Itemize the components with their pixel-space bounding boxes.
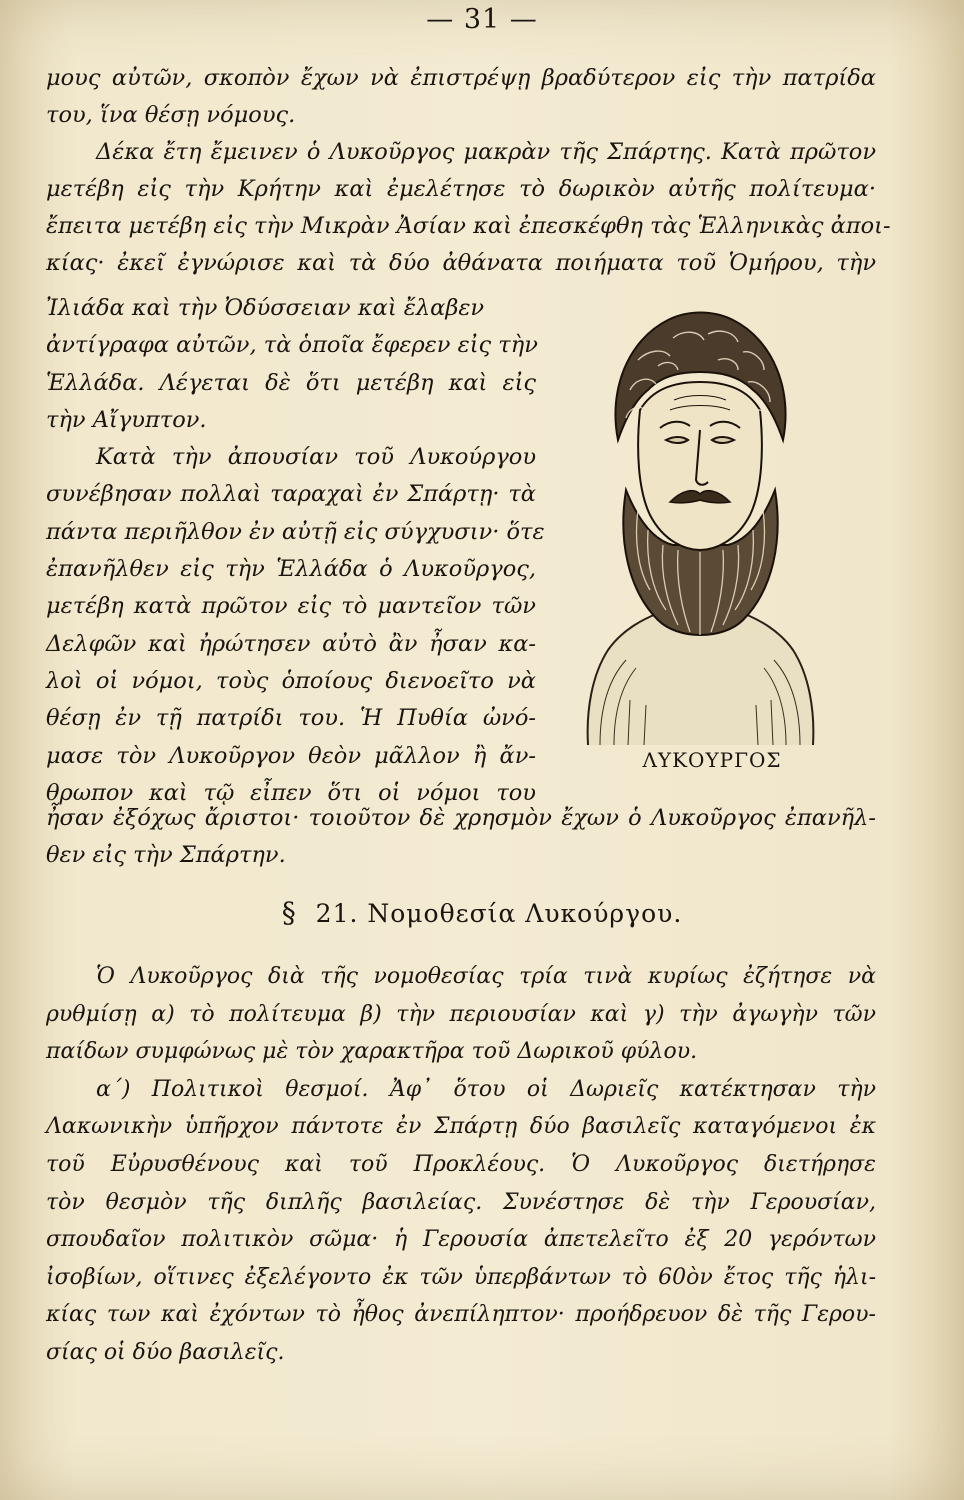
text-line: ρυθμίσῃ α) τὸ πολίτευμα β) τὴν περιουσίαν καὶ γ) τὴν ἀγωγὴν τῶν (46, 1001, 876, 1027)
text-line: Ὁ Λυκοῦργος διὰ τῆς νομοθεσίας τρία τινὰ κυρίως ἐζήτησε νὰ (96, 964, 876, 989)
section-body (46, 958, 876, 1372)
text-line: κίας των καὶ ἐχόντων τὸ ἦθος ἀνεπίληπτον· προήδρευον δὲ τῆς Γερου- (46, 1302, 876, 1328)
section-heading (0, 896, 964, 929)
text-line: πάντα περιῆλθον ἐν αὐτῇ εἰς σύγχυσιν· ὅτε (46, 518, 545, 545)
lycurgus-bust-illustration (578, 290, 823, 745)
text-line: Δελφῶν καὶ ἠρώτησεν αὐτὸ ἂν ἦσαν κα- (46, 630, 536, 657)
text-line: ἰσοβίων, οἵτινες ἐξελέγοντο ἐκ τῶν ὑπερβάντων τὸ 60ὸν ἔτος τῆς ἡλι- (46, 1264, 876, 1290)
text-line: μετέβη κατὰ πρῶτον εἰς τὸ μαντεῖον τῶν (46, 593, 536, 620)
bust-caption: ΛΥΚΟΥΡΓΟΣ (642, 748, 782, 772)
text-line: συνέβησαν πολλαὶ ταραχαὶ ἐν Σπάρτῃ· τὰ (46, 481, 536, 508)
text-line: α΄) Πολιτικοὶ θεσμοί. Ἀφ᾽ ὅτου οἱ Δωριεῖς κατέκτησαν τὴν (96, 1076, 876, 1102)
text-line: παίδων συμφώνως μὲ τὸν χαρακτῆρα τοῦ Δωρικοῦ φύλου. (46, 1039, 698, 1065)
text-line: σπουδαῖον πολιτικὸν σῶμα· ἡ Γερουσία ἀπετελεῖτο ἐξ 20 γερόντων (46, 1227, 876, 1253)
section-title: 21. Νομοθεσία Λυκούργου. (315, 899, 683, 928)
text-line: Ἑλλάδα. Λέγεται δὲ ὅτι μετέβη καὶ εἰς (46, 369, 536, 396)
text-line: θρωπον καὶ τῷ εἶπεν ὅτι οἱ νόμοι του (46, 779, 536, 806)
top-paragraphs (46, 60, 891, 282)
section-sign: § (281, 896, 297, 929)
text-line: τὸν θεσμὸν τῆς διπλῆς βασιλείας. Συνέστησε δὲ τὴν Γερουσίαν, (46, 1189, 876, 1215)
text-line: λοὶ οἱ νόμοι, τοὺς ὁποίους διενοεῖτο νὰ (46, 667, 536, 694)
text-line: θέσῃ ἐν τῇ πατρίδι του. Ἡ Πυθία ὠνό- (46, 705, 536, 732)
text-line: τοῦ Εὐρυσθένους καὶ τοῦ Προκλέους. Ὁ Λυκοῦργος διετήρησε (46, 1151, 876, 1177)
text-line: μους αὐτῶν, σκοπὸν ἔχων νὰ ἐπιστρέψῃ βραδύτερον εἰς τὴν πατρίδα (46, 65, 876, 91)
text-line: Λακωνικὴν ὑπῆρχον πάντοτε ἐν Σπάρτῃ δύο βασιλεῖς καταγόμενοι ἐκ (46, 1114, 876, 1140)
text-line: ἀντίγραφα αὐτῶν, τὰ ὁποῖα ἔφερεν εἰς τὴν (46, 332, 538, 359)
text-line: ἦσαν ἐξόχως ἄριστοι· τοιοῦτον δὲ χρησμὸν ἔχων ὁ Λυκοῦργος ἐπανῆλ- (46, 805, 876, 831)
text-line: ἐπανῆλθεν εἰς τὴν Ἑλλάδα ὁ Λυκοῦργος, (46, 556, 536, 583)
paragraph-continuation (46, 800, 876, 874)
text-line: θεν εἰς τὴν Σπάρτην. (46, 842, 286, 868)
text-line: κίας· ἐκεῖ ἐγνώρισε καὶ τὰ δύο ἀθάνατα ποιήματα τοῦ Ὁμήρου, τὴν (46, 250, 876, 276)
text-line: ἔπειτα μετέβη εἰς τὴν Μικρὰν Ἀσίαν καὶ ἐπεσκέφθη τὰς Ἑλληνικὰς ἀποι- (46, 213, 891, 239)
text-line: Κατὰ τὴν ἀπουσίαν τοῦ Λυκούργου (96, 444, 536, 471)
text-line: τὴν Αἴγυπτον. (46, 406, 207, 433)
wrapped-paragraphs (46, 290, 545, 812)
text-line: του, ἵνα θέσῃ νόμους. (46, 102, 296, 128)
text-line: σίας οἱ δύο βασιλεῖς. (46, 1339, 285, 1365)
text-line: Δέκα ἔτη ἔμεινεν ὁ Λυκοῦργος μακρὰν τῆς Σπάρτης. Κατὰ πρῶτον (96, 139, 876, 165)
page-number: — 31 — (426, 4, 538, 35)
text-line: Ἰλιάδα καὶ τὴν Ὀδύσσειαν καὶ ἔλαβεν (46, 295, 485, 321)
text-line: μασε τὸν Λυκοῦργον θεὸν μᾶλλον ἢ ἄν- (46, 742, 536, 769)
text-line: μετέβη εἰς τὴν Κρήτην καὶ ἐμελέτησε τὸ δωρικὸν αὐτῆς πολίτευμα· (46, 176, 876, 202)
